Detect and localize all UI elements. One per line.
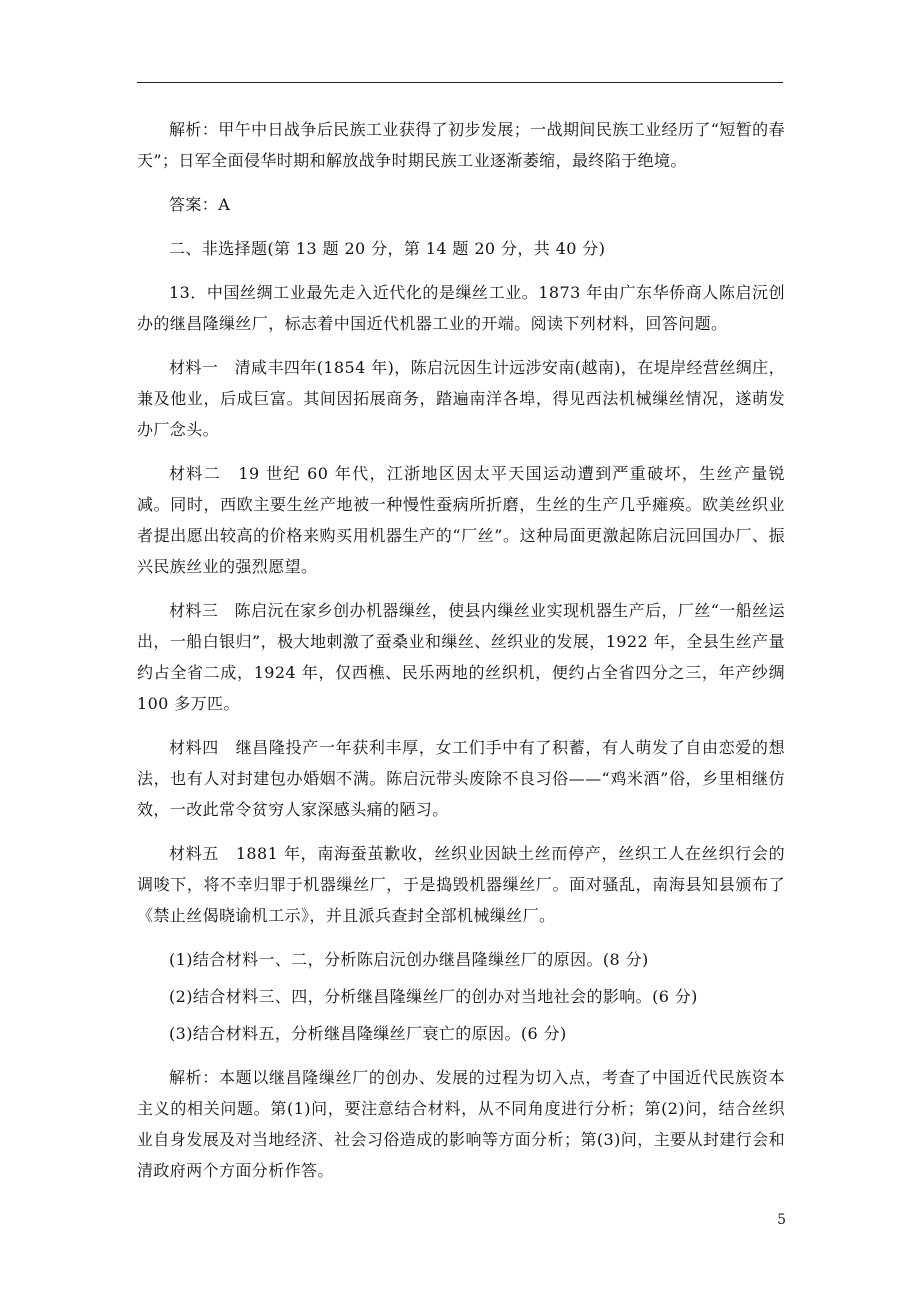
material-five: 材料五 1881 年，南海蚕茧歉收，丝织业因缺土丝而停产，丝织工人在丝织行会的调唆下，将不幸归罪于机器缫丝厂，于是捣毁机器缫丝厂。面对骚乱，南海县知县颁布了《禁止丝偈晓谕机工示》，并且派兵查封全部机械缫丝厂。 [137,844,785,925]
header-rule [137,82,783,83]
material-two: 材料二 19 世纪 60 年代，江浙地区因太平天国运动遭到严重破坏，生丝产量锐减。同时，西欧主要生丝产地被一种慢性蚕病所折磨，生丝的生产几乎瘫痪。欧美丝织业者提出愿出较高的价格来购买用机器生产的“厂丝”。这种局面更激起陈启沅回国办厂、振兴民族丝业的强烈愿望。 [137,464,785,576]
page-number: 5 [777,1212,786,1228]
sub-question-1: (1)结合材料一、二，分析陈启沅创办继昌隆缫丝厂的原因。(8 分) [169,950,649,969]
answer-line: 答案：A [169,195,231,214]
material-one: 材料一 清咸丰四年(1854 年)，陈启沅因生计远涉安南(越南)，在堤岸经营丝绸庄，兼及他业，后成巨富。其间因拓展商务，踏遍南洋各埠，得见西法机械缫丝情况，遂萌发办厂念头。 [137,358,785,439]
document-body [137,114,785,1199]
sub-question-3: (3)结合材料五，分析继昌隆缫丝厂衰亡的原因。(6 分) [169,1024,567,1043]
question-13-intro: 13．中国丝绸工业最先走入近代化的是缫丝工业。1873 年由广东华侨商人陈启沅创办的继昌隆缫丝厂，标志着中国近代机器工业的开端。阅读下列材料，回答问题。 [137,283,785,333]
section-heading: 二、非选择题(第 13 题 20 分，第 14 题 20 分，共 40 分) [169,239,606,258]
material-four: 材料四 继昌隆投产一年获利丰厚，女工们手中有了积蓄，有人萌发了自由恋爱的想法，也有人对封建包办婚姻不满。陈启沅带头废除不良习俗——“鸡米酒”俗，乡里相继仿效，一改此常令贫穷人家深感头痛的陋习。 [137,738,785,819]
analysis-paragraph: 解析：甲午中日战争后民族工业获得了初步发展；一战期间民族工业经历了“短暂的春天”；日军全面侵华时期和解放战争时期民族工业逐渐萎缩，最终陷于绝境。 [137,120,785,170]
material-three: 材料三 陈启沅在家乡创办机器缫丝，使县内缫丝业实现机器生产后，厂丝“一船丝运出，一船白银归”，极大地刺激了蚕桑业和缫丝、丝织业的发展，1922 年，全县生丝产量约占全省二成，1924 年，仅西樵、民乐两地的丝织机，便约占全省四分之三，年产纱绸 100 多万匹。 [137,601,785,713]
sub-question-2: (2)结合材料三、四，分析继昌隆缫丝厂的创办对当地社会的影响。(6 分) [169,987,698,1006]
analysis-final: 解析：本题以继昌隆缫丝厂的创办、发展的过程为切入点，考查了中国近代民族资本主义的相关问题。第(1)问，要注意结合材料，从不同角度进行分析；第(2)问，结合丝织业自身发展及对当地经济、社会习俗造成的影响等方面分析；第(3)问，主要从封建行会和清政府两个方面分析作答。 [137,1068,785,1180]
